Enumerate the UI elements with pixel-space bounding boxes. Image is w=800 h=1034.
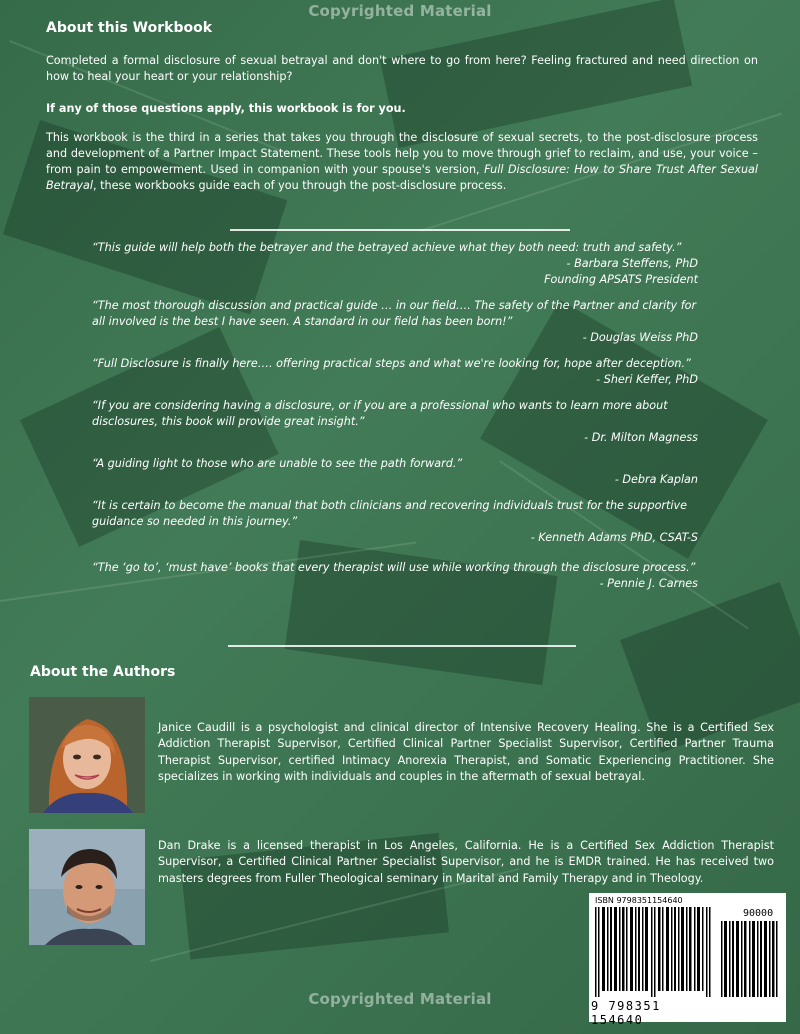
workbook-heading: About this Workbook [46, 20, 213, 36]
endorsement-quote: “It is certain to become the manual that both clinicians and recovering individuals trust for the supportive guidance so needed in this journey.” [92, 499, 688, 528]
workbook-body-part1: This workbook is the third in a series that takes you through the disclosure of sexual secrets, to the post-disclosure process and development of a Partner Impact Statement. These tools help you to move through grief to reclaim, and use, your voice – from pain to empowerment. Used in companion with your spouse's version, [46, 131, 758, 176]
workbook-callout: If any of those questions apply, this workbook is for you. [46, 102, 406, 115]
endorsement-quote: “The ‘go to’, ‘must have’ books that every therapist will use while working through the disclosure process.” [92, 561, 696, 574]
endorsement [92, 398, 698, 446]
workbook-body [46, 130, 758, 194]
endorsements-list [92, 240, 698, 592]
endorsement-role: Founding APSATS President [544, 273, 698, 286]
author-portrait [29, 829, 145, 945]
endorsement-quote: “The most thorough discussion and practical guide … in our field…. The safety of the Partner and clarity for all involved is the best I have seen. A standard in our field has been born!” [92, 299, 697, 328]
endorsement-author: - Douglas Weiss PhD [582, 331, 698, 344]
author-bio-janice: Janice Caudill is a psychologist and clinical director of Intensive Recovery Healing. She is a Certified Sex Addiction Therapist Supervisor, Certified Clinical Partner Specialist Supervisor, Certified Partner Trauma Therapist Supervisor, certified Intimacy Anorexia Therapist, and Somatic Experiencing Practitioner. She specializes in working with individuals and couples in the aftermath of sexual betrayal. [158, 721, 774, 783]
endorsement-author: - Pennie J. Carnes [599, 577, 698, 590]
endorsement-quote: “Full Disclosure is finally here…. offering practical steps and what we're looking for, hope after deception.” [92, 357, 691, 370]
isbn-barcode [589, 893, 786, 1027]
barcode-digits: 9 798351 154640 [591, 999, 661, 1027]
endorsement-quote: “A guiding light to those who are unable to see the path forward.” [92, 457, 463, 470]
author-bio-dan: Dan Drake is a licensed therapist in Los Angeles, California. He is a Certified Sex Addiction Therapist Supervisor, a Certified Clinical Partner Specialist Supervisor, and he is EMDR trained. He has received two masters degrees from Fuller Theological seminary in Marital and Family Therapy and in Theology. [158, 839, 774, 885]
author-photo-janice [29, 697, 145, 813]
workbook-body-part2: , these workbooks guide each of you through the post-disclosure process. [92, 179, 507, 192]
endorsement-quote: “This guide will help both the betrayer and the betrayed achieve what they both need: truth and safety.” [92, 241, 682, 254]
endorsement [92, 560, 698, 592]
endorsement [92, 298, 698, 346]
isbn-label: ISBN 9798351154640 [595, 896, 683, 905]
endorsement-author: - Dr. Milton Magness [584, 431, 698, 444]
endorsement-author: - Debra Kaplan [614, 473, 698, 486]
divider-bottom [228, 645, 576, 647]
endorsement [92, 240, 698, 288]
barcode-bars [595, 907, 713, 997]
authors-heading: About the Authors [30, 664, 176, 680]
watermark-bottom: Copyrighted Material [308, 990, 492, 1008]
endorsement-author: - Barbara Steffens, PhD [566, 257, 698, 270]
endorsement [92, 456, 698, 488]
workbook-body-title: Full Disclosure: How to Share Trust After Sexual Betrayal [46, 163, 759, 192]
workbook-intro: Completed a formal disclosure of sexual betrayal and don't where to go from here? Feeling fractured and need direction on how to heal your heart or your relationship? [46, 54, 758, 83]
author-photo-dan [29, 829, 145, 945]
endorsement [92, 356, 698, 388]
endorsement-author: - Kenneth Adams PhD, CSAT-S [530, 531, 698, 544]
divider-top [230, 229, 570, 231]
author-portrait [29, 697, 145, 813]
price-code: 90000 [743, 908, 774, 919]
endorsement [92, 498, 698, 546]
endorsement-author: - Sheri Keffer, PhD [596, 373, 698, 386]
watermark-top: Copyrighted Material [308, 2, 492, 20]
price-barcode-bars [721, 921, 779, 997]
endorsement-quote: “If you are considering having a disclosure, or if you are a professional who wants to learn more about disclosures, this book will provide great insight.” [92, 399, 668, 428]
